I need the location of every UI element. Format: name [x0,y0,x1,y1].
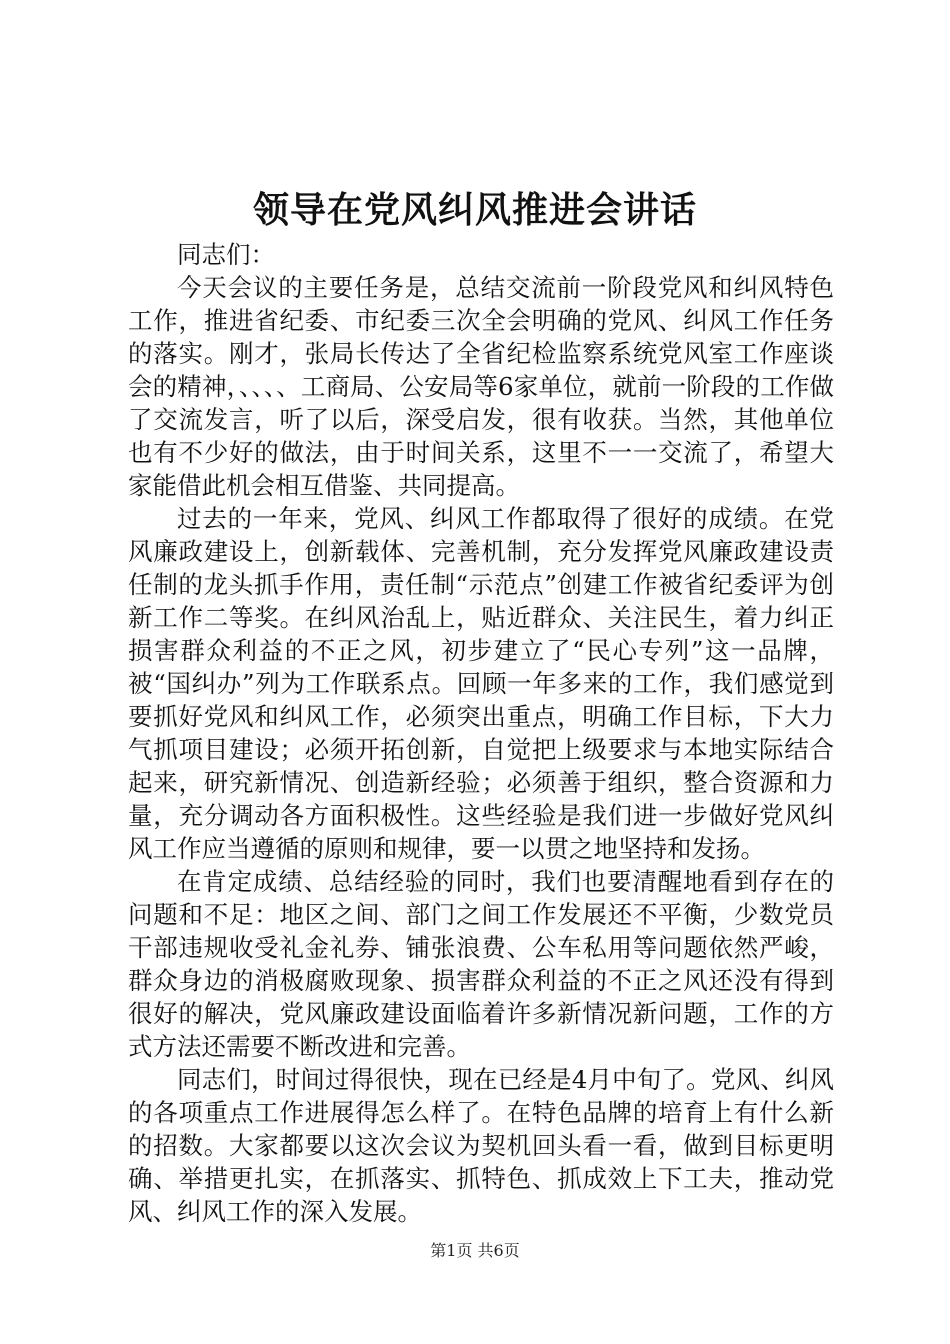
paragraph-salutation: 同志们： [177,240,275,269]
document-title: 领导在党风纠风推进会讲话 [252,189,697,231]
paragraph: 过去的一年来，党风、纠风工作都取得了很好的成绩。在党风廉政建设上，创新载体、完善机制，充分发挥党风廉政建设责任制的龙头抓手作用，责任制“示范点”创建工作被省纪委评为创新工作二等奖。在纠风治乱上，贴近群众、关注民生，着力纠正损害群众利益的不正之风，初步建立了“民心专列”这一品牌，被“国纠办”列为工作联系点。回顾一年多来的工作，我们感觉到要抓好党风和纠风工作，必须突出重点，明确工作目标，下大力气抓项目建设；必须开拓创新，自觉把上级要求与本地实际结合起来，研究新情况、创造新经验；必须善于组织，整合资源和力量，充分调动各方面积极性。这些经验是我们进一步做好党风纠风工作应当遵循的原则和规律，要一以贯之地坚持和发扬。 [128,504,834,863]
paragraph: 今天会议的主要任务是，总结交流前一阶段党风和纠风特色工作，推进省纪委、市纪委三次全会明确的党风、纠风工作任务的落实。刚才，张局长传达了全省纪检监察系统党风室工作座谈会的精神，、、、、工商局、公安局等6家单位，就前一阶段的工作做了交流发言，听了以后，深受启发，很有收获。当然，其他单位也有不少好的做法，由于时间关系，这里不一一交流了，希望大家能借此机会相互借鉴、共同提高。 [128,273,834,500]
paragraph: 同志们，时间过得很快，现在已经是4月中旬了。党风、纠风的各项重点工作进展得怎么样了。在特色品牌的培育上有什么新的招数。大家都要以这次会议为契机回头看一看，做到目标更明确、举措更扎实，在抓落实、抓特色、抓成效上下工夫，推动党风、纠风工作的深入发展。 [128,1065,834,1226]
page-number-footer: 第1页 共6页 [430,1241,520,1260]
paragraph: 在肯定成绩、总结经验的同时，我们也要清醒地看到存在的问题和不足：地区之间、部门之间工作发展还不平衡，少数党员干部违规收受礼金礼券、铺张浪费、公车私用等问题依然严峻，群众身边的消极腐败现象、损害群众利益的不正之风还没有得到很好的解决，党风廉政建设面临着许多新情况新问题，工作的方式方法还需要不断改进和完善。 [128,867,834,1061]
document-body [128,238,834,1228]
